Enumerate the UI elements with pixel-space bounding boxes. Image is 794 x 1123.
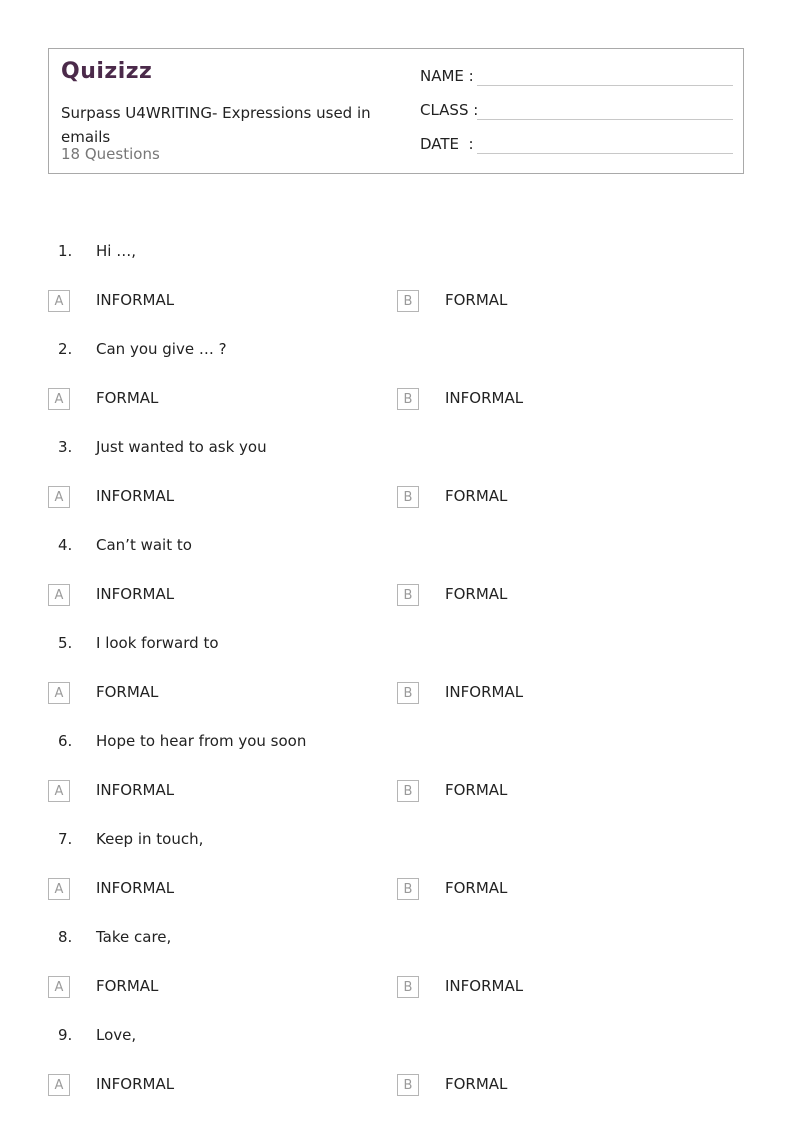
option-a-text[interactable]: INFORMAL [96, 585, 175, 603]
option-b-box[interactable]: B [397, 1074, 419, 1096]
question-number: 1. [58, 242, 73, 260]
option-a-box[interactable]: A [48, 290, 70, 312]
question-number: 4. [58, 536, 73, 554]
option-b-text[interactable]: FORMAL [445, 879, 508, 897]
option-b-text[interactable]: FORMAL [445, 1075, 508, 1093]
question-text: Hi …, [96, 242, 136, 260]
option-a-text[interactable]: INFORMAL [96, 781, 175, 799]
date-line [477, 153, 733, 154]
question-text: Can you give … ? [96, 340, 227, 358]
option-b-text[interactable]: FORMAL [445, 585, 508, 603]
worksheet-header [48, 48, 744, 174]
worksheet-title: Surpass U4WRITING- Expressions used in emails [61, 104, 371, 146]
name-label: NAME : [420, 67, 474, 85]
option-b-box[interactable]: B [397, 780, 419, 802]
option-b-text[interactable]: INFORMAL [445, 977, 524, 995]
option-a-box[interactable]: A [48, 976, 70, 998]
option-a-text[interactable]: FORMAL [96, 389, 159, 407]
name-line [477, 85, 733, 86]
option-a-box[interactable]: A [48, 878, 70, 900]
option-a-box[interactable]: A [48, 388, 70, 410]
option-b-text[interactable]: FORMAL [445, 487, 508, 505]
option-a-box[interactable]: A [48, 1074, 70, 1096]
option-a-box[interactable]: A [48, 682, 70, 704]
question-text: Keep in touch, [96, 830, 204, 848]
question-text: I look forward to [96, 634, 219, 652]
option-a-text[interactable]: INFORMAL [96, 879, 175, 897]
question-number: 9. [58, 1026, 73, 1044]
question-number: 2. [58, 340, 73, 358]
option-b-text[interactable]: FORMAL [445, 781, 508, 799]
option-b-box[interactable]: B [397, 682, 419, 704]
option-b-box[interactable]: B [397, 486, 419, 508]
option-b-text[interactable]: INFORMAL [445, 389, 524, 407]
option-b-box[interactable]: B [397, 976, 419, 998]
option-a-box[interactable]: A [48, 486, 70, 508]
option-a-text[interactable]: INFORMAL [96, 291, 175, 309]
option-a-text[interactable]: INFORMAL [96, 487, 175, 505]
option-b-box[interactable]: B [397, 290, 419, 312]
question-count: 18 Questions [61, 145, 160, 163]
question-number: 7. [58, 830, 73, 848]
question-number: 5. [58, 634, 73, 652]
option-b-text[interactable]: FORMAL [445, 291, 508, 309]
option-b-box[interactable]: B [397, 584, 419, 606]
question-text: Hope to hear from you soon [96, 732, 307, 750]
class-label: CLASS : [420, 101, 479, 119]
question-text: Love, [96, 1026, 137, 1044]
option-a-text[interactable]: INFORMAL [96, 1075, 175, 1093]
question-text: Can’t wait to [96, 536, 192, 554]
question-number: 6. [58, 732, 73, 750]
option-b-text[interactable]: INFORMAL [445, 683, 524, 701]
option-b-box[interactable]: B [397, 878, 419, 900]
quizizz-logo: Quizizz [61, 59, 153, 84]
option-a-text[interactable]: FORMAL [96, 683, 159, 701]
question-number: 3. [58, 438, 73, 456]
question-number: 8. [58, 928, 73, 946]
question-text: Just wanted to ask you [96, 438, 267, 456]
option-b-box[interactable]: B [397, 388, 419, 410]
class-line [477, 119, 733, 120]
question-text: Take care, [96, 928, 172, 946]
option-a-box[interactable]: A [48, 584, 70, 606]
date-label: DATE : [420, 135, 474, 153]
option-a-box[interactable]: A [48, 780, 70, 802]
option-a-text[interactable]: FORMAL [96, 977, 159, 995]
